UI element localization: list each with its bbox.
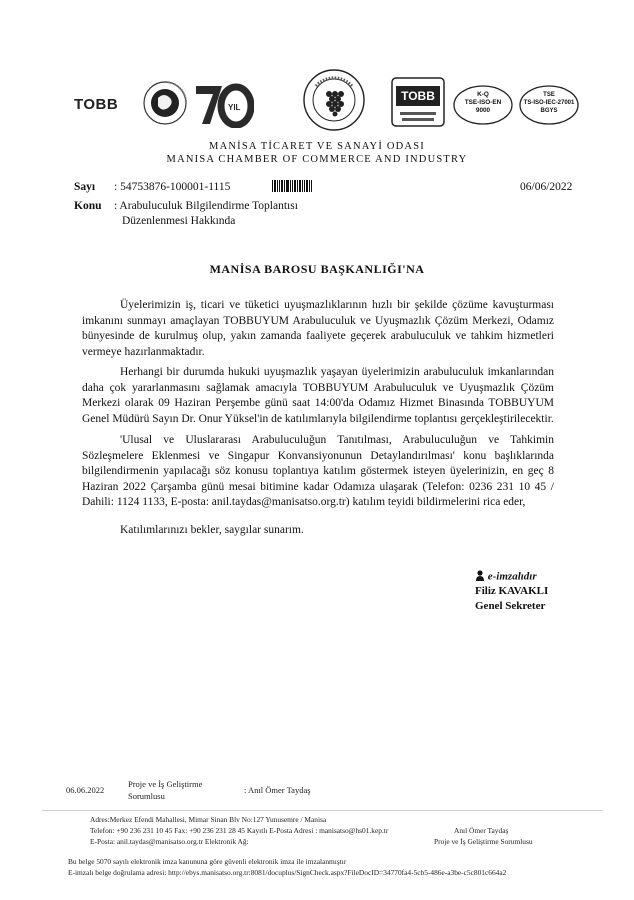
tse-iso-27001-cert-logo — [518, 84, 580, 126]
body-paragraph-1: Üyelerimizin iş, ticari ve tüketici uyuşmazlıklarının hızlı bir şekilde çözüme kavuşturması imkanını sunmayı amaçlayan TOBBUYUM Arabuluculuk ve Uyuşmazlık Çözüm Merkezi, Odamız bünyesinde de kurulmuş olup, yakın zamanda faaliyete geçerek arabuluculuk ve tahkim hizmetleri vermeye hazırlanmaktadır. — [82, 299, 554, 358]
body-paragraph-4: Katılımlarınızı bekler, saygılar sunarım. — [120, 524, 304, 536]
konu-line-2: Düzenlenmesi Hakkında — [122, 215, 236, 227]
tobb-accredited-chamber-logo — [390, 76, 446, 128]
signer-name: Filiz KAVAKLI — [475, 585, 549, 597]
footer-legal-line-2: E-imzalı belge doğrulama adresi: http://ebys.manisatso.org.tr:8081/docuplus/SignCheck.aspx?FileDocID=34770fa4-5cb5-486e-a3be-c5c801c664a2 — [68, 868, 507, 877]
konu-line-1: : Arabuluculuk Bilgilendirme Toplantısı — [114, 200, 298, 212]
signer-title: Genel Sekreter — [475, 600, 546, 612]
barcode-icon — [272, 180, 312, 192]
footer-date: 06.06.2022 — [66, 785, 105, 795]
konu-label: Konu — [74, 200, 102, 212]
manisa-chamber-seal-logo — [302, 68, 366, 132]
footer-legal-line-1: Bu belge 5070 sayılı elektronik imza kanununa göre güvenli elektronik imza ile imzalanmıştır — [68, 857, 347, 866]
footer-right-name: Anıl Ömer Taydaş — [454, 826, 509, 835]
footer-address-line-1: Adres:Merkez Efendi Mahallesi, Mimar Sinan Blv No:127 Yunusemre / Manisa — [90, 815, 327, 824]
tobb-globe-logo — [142, 80, 188, 126]
cert1-line-1: K-Q — [477, 91, 489, 98]
cert1-line-3: 9000 — [475, 107, 491, 114]
tobb-box-text: TOBB — [401, 89, 435, 103]
cert2-line-2: TS-ISO-IEC-27001 — [523, 100, 575, 106]
footer-address-line-2: Telefon: +90 236 231 10 45 Fax: +90 236 231 28 45 Kayıtlı E-Posta Adresi : manisatso@hs01.kep.tr — [90, 826, 389, 835]
e-signature-note — [475, 570, 537, 584]
cert2-line-3: BGYS — [540, 108, 558, 114]
kq-iso-9000-cert-logo — [452, 84, 514, 126]
footer-role-line-2: Sorumlusu — [128, 791, 165, 801]
chamber-name-turkish: MANİSA TİCARET VE SANAYİ ODASI — [209, 141, 425, 152]
sayi-label: Sayı — [74, 181, 96, 193]
70-years-logo — [192, 80, 254, 128]
chamber-name-english: MANISA CHAMBER OF COMMERCE AND INDUSTRY — [166, 154, 468, 165]
footer-person: : Anıl Ömer Taydaş — [244, 785, 311, 795]
e-signed-label: e-imzalıdır — [487, 570, 537, 583]
document-date: 06/06/2022 — [520, 181, 573, 193]
cert1-line-2: TSE-ISO-EN — [464, 99, 502, 106]
cert2-line-1: TSE — [543, 92, 555, 98]
footer-divider — [42, 810, 602, 811]
body-paragraph-2: Herhangi bir durumda hukuki uyuşmazlık yaşayan üyelerimizin arabuluculuk imkanlarından daha çok yararlanmasını sağlamak amacıyla TOBBUYUM Arabuluculuk ve Uyuşmazlık Çözüm Merkezi olarak 09 Haziran Perşembe günü saat 14:00'da Odamız Hizmet Binasında TOBBUYUM Genel Müdürü Sayın Dr. Onur Yüksel'in de katılımlarıyla bilgilendirme toplantısı gerçekleştirilecektir. — [82, 366, 554, 425]
footer-address-line-3: E-Posta: anil.taydas@manisatso.org.tr Elektronik Ağ: — [90, 837, 249, 846]
sayi-value: : 54753876-100001-1115 — [114, 181, 231, 193]
footer-role-line-1: Proje ve İş Geliştirme — [128, 779, 203, 789]
tobb-logo-text: TOBB — [74, 96, 119, 113]
footer-right-title: Proje ve İş Geliştirme Sorumlusu — [434, 837, 533, 846]
recipient-heading: MANİSA BAROSU BAŞKANLIĞI'NA — [209, 262, 425, 276]
body-paragraph-3: 'Ulusal ve Uluslararası Arabuluculuğun Tanıtılması, Arabuluculuğun ve Tahkimin Sözleşmelere Eklenmesi ve Singapur Konvansiyonunun Detaylandırılması' konu başlıklarında bilgilendirmenin yapılacağı söz konusu toplantıya katılım göstermek isteyen üyelerinizin, en geç 8 Haziran 2022 Çarşamba günü mesai bitimine kadar Odamıza ulaşarak (Telefon: 0236 231 10 45 / Dahili: 1124 1133, E-posta: anil.taydas@manisatso.org.tr) katılım teyidi bildirmelerini rica eder, — [82, 434, 554, 508]
signer-person-icon — [475, 570, 485, 584]
anniversary-yil-label: YIL — [228, 103, 241, 112]
